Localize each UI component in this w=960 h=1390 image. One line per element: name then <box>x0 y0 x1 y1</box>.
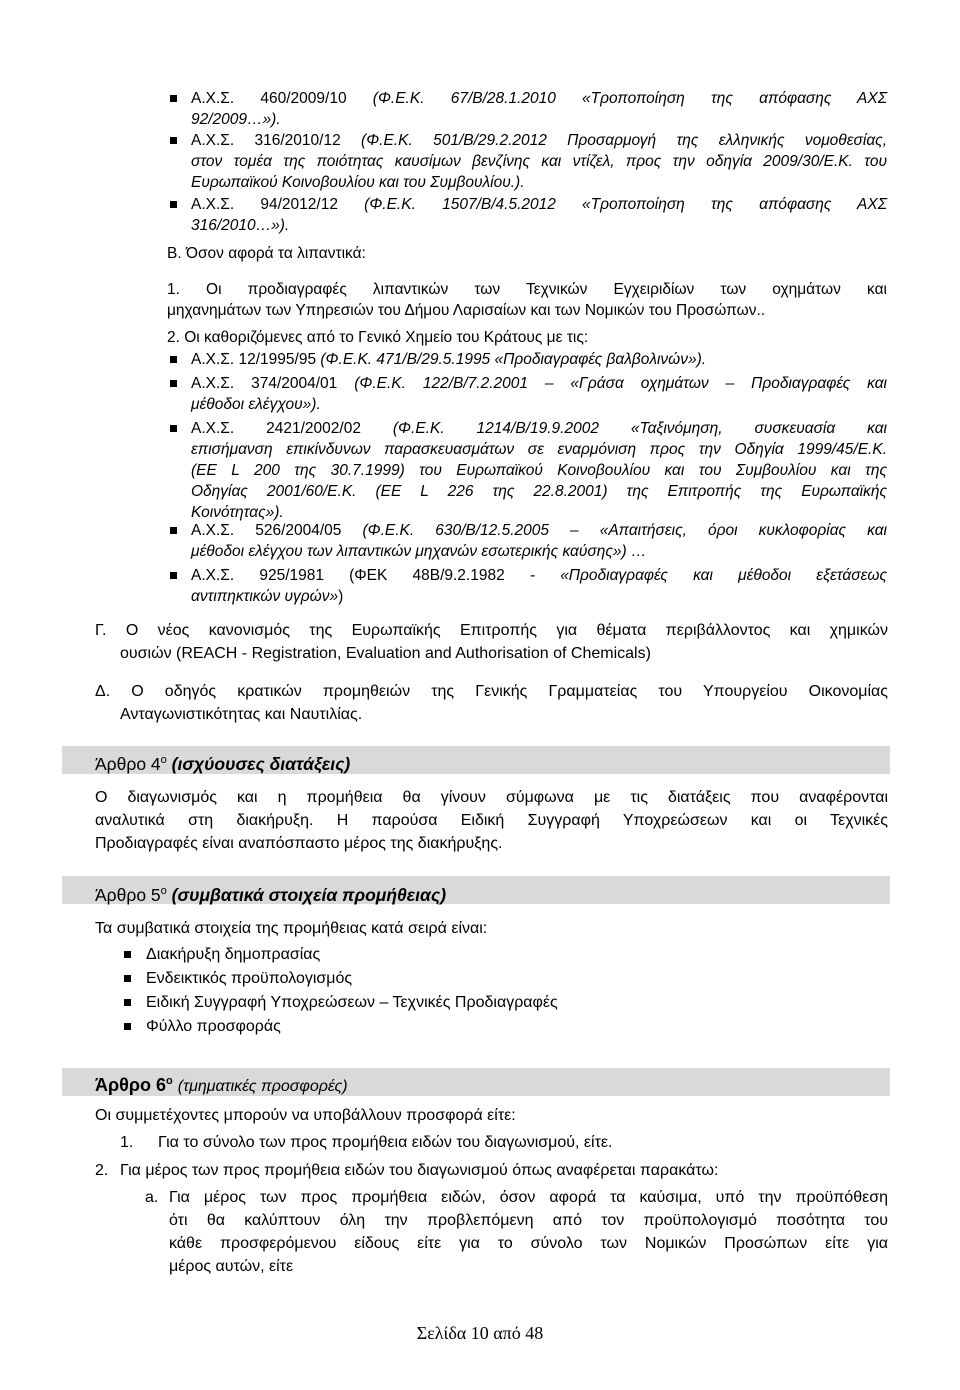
law-text-segment: Α.Χ.Σ. 374/2004/01 <box>191 375 355 392</box>
article-6-number: Άρθρο 6 <box>95 1075 167 1095</box>
article-6-heading <box>95 1069 348 1099</box>
article-5-list-item: Φύλλο προσφοράς <box>146 1018 281 1035</box>
law-text-segment: Α.Χ.Σ. 316/2010/12 <box>191 132 362 149</box>
laws_lub-item-3-line-0 <box>191 520 887 541</box>
laws_lub-item-2-line-0 <box>191 418 887 439</box>
bullet-square-icon <box>124 1023 131 1030</box>
law-text-segment: Α.Χ.Σ. 925/1981 (ΦΕΚ 48Β/9.2.1982 <box>191 567 530 584</box>
laws_lub-item-1-line-1 <box>191 394 321 415</box>
article-6-sub-a-line3: κάθε προσφερόμενου είδους είτε για το σύνολο των Νομικών Προσώπων είτε για <box>169 1235 888 1252</box>
bullet-square-icon <box>170 527 177 534</box>
law-text-segment: Ευρωπαϊκού Κοινοβουλίου και του Συμβουλίου.). <box>191 174 525 191</box>
law-text-segment: Α.Χ.Σ. 526/2004/05 <box>191 522 363 539</box>
article-4-body-line2: αναλυτικά στη διακήρυξη. Η παρούσα Ειδική Συγγραφή Υποχρεώσεων και οι Τεχνικές <box>95 812 888 829</box>
section-delta-line1: Δ. Ο οδηγός κρατικών προμηθειών της Γενικής Γραμματείας του Υπουργείου Οικονομίας <box>95 683 888 700</box>
article-5-title: (συμβατικά στοιχεία προμήθειας) <box>171 884 447 905</box>
section-b-item1-line1: 1. Οι προδιαγραφές λιπαντικών των Τεχνικών Εγχειριδίων των οχημάτων και <box>167 281 887 298</box>
law-text-segment: μέθοδοι ελέγχου»). <box>191 396 321 413</box>
bullet-square-icon <box>170 137 177 144</box>
law-text-segment: 316/2010…»). <box>191 217 290 234</box>
law-text-segment: (Φ.Ε.Κ. 67/Β/28.1.2010 «Τροποποίηση της απόφασης ΑΧΣ <box>372 90 887 107</box>
article-6-item1: Για το σύνολο των προς προμήθεια ειδών του διαγωνισμού, είτε. <box>158 1134 613 1151</box>
bullet-square-icon <box>170 380 177 387</box>
bullet-square-icon <box>124 975 131 982</box>
bullet-square-icon <box>170 95 177 102</box>
article-6-item1-number: 1. <box>120 1134 134 1151</box>
bullet-square-icon <box>170 425 177 432</box>
law-text-segment: Α.Χ.Σ. 460/2009/10 <box>191 90 373 107</box>
law-text-segment: Α.Χ.Σ. 94/2012/12 <box>191 196 365 213</box>
article-6-sub-a-line4: μέρος αυτών, είτε <box>169 1258 294 1275</box>
laws_top-item-2-line-1 <box>191 215 289 236</box>
law-text-segment: Οδηγίας 2001/60/Ε.Κ. (ΕΕ L 226 της 22.8.2001) της Επιτροπής της Ευρωπαϊκής <box>191 483 887 500</box>
law-text-segment: ) <box>338 588 344 605</box>
article-6-item2: Για μέρος των προς προμήθεια ειδών του διαγωνισμού όπως αναφέρεται παρακάτω: <box>120 1162 719 1179</box>
laws_lub-item-4-line-0 <box>191 565 887 586</box>
article-5-intro: Τα συμβατικά στοιχεία της προμήθειας κατά σειρά είναι: <box>95 920 488 937</box>
article-6-sub-a-line2: ότι θα καλύπτουν όλη την προβλεπόμενη από τον προϋπολογισμό ποσότητα του <box>169 1212 888 1229</box>
law-text-segment: (Φ.Ε.Κ. 122/Β/7.2.2001 – «Γράσα οχημάτων – Προδιαγραφές και <box>354 375 887 392</box>
article-5-list-item: Ενδεικτικός προϋπολογισμός <box>146 970 353 987</box>
law-text-segment: (ΕΕ L 200 της 30.7.1999) του Ευρωπαϊκού Κοινοβουλίου και του Συμβουλίου και της <box>191 462 887 479</box>
laws_top-item-0-line-0 <box>191 88 887 109</box>
laws_lub-item-3-line-1 <box>191 541 646 562</box>
section-gamma-line2: ουσιών (REACH - Registration, Evaluation and Authorisation of Chemicals) <box>120 645 651 662</box>
section-b-heading: Β. Όσον αφορά τα λιπαντικά: <box>167 245 366 262</box>
bullet-square-icon <box>170 572 177 579</box>
article-4-body-line3: Προδιαγραφές είναι αναπόσπαστο μέρος της διακήρυξης. <box>95 835 503 852</box>
laws_lub-item-2-line-1 <box>191 439 887 460</box>
article-6-ordinal: ο <box>166 1075 173 1087</box>
article-5-list-item: Διακήρυξη δημοπρασίας <box>146 946 321 963</box>
article-4-ordinal: ο <box>160 754 167 766</box>
article-6-sub-a-number: a. <box>145 1189 159 1206</box>
law-text-segment: 92/2009…»). <box>191 111 281 128</box>
law-text-segment: στον τομέα της ποιότητας καυσίμων βενζίνης και ντίζελ, προς την οδηγία 2009/30/Ε.Κ. του <box>191 153 887 170</box>
laws_top-item-2-line-0 <box>191 194 887 215</box>
law-text-segment: (Φ.Ε.Κ. 630/Β/12.5.2005 – «Απαιτήσεις, όροι κυκλοφορίας και <box>362 522 887 539</box>
law-text-segment: (Φ.Ε.Κ. 471/Β/29.5.1995 «Προδιαγραφές βαλβολινών»). <box>320 351 707 368</box>
law-text-segment: Α.Χ.Σ. 2421/2002/02 <box>191 420 393 437</box>
law-text-segment: αντιπηκτικών υγρών» <box>191 588 339 605</box>
laws_lub-item-2-line-3 <box>191 481 887 502</box>
article-4-title: (ισχύουσες διατάξεις) <box>171 753 351 774</box>
laws_top-item-1-line-1 <box>191 151 887 172</box>
law-text-segment: μέθοδοι ελέγχου των λιπαντικών μηχανών εσωτερικής καύσης») … <box>191 543 647 560</box>
bullet-square-icon <box>170 201 177 208</box>
law-text-segment: (Φ.Ε.Κ. 1214/Β/19.9.2002 «Ταξινόμηση, συσκευασία και <box>392 420 888 437</box>
laws_lub-item-1-line-0 <box>191 373 887 394</box>
law-text-segment: (Φ.Ε.Κ. 501/Β/29.2.2012 Προσαρμογή της ελληνικής νομοθεσίας, <box>361 132 887 149</box>
section-b-item2: 2. Οι καθοριζόμενες από το Γενικό Χημείο του Κράτους με τις: <box>167 329 589 346</box>
laws_top-item-1-line-0 <box>191 130 887 151</box>
article-6-title: (τμηματικές προσφορές) <box>177 1078 348 1095</box>
law-text-segment: (Φ.Ε.Κ. 1507/Β/4.5.2012 «Τροποποίηση της απόφασης ΑΧΣ <box>364 196 887 213</box>
law-text-segment: Κοινότητας»). <box>191 504 284 521</box>
article-4-body-line1: Ο διαγωνισμός και η προμήθεια θα γίνουν σύμφωνα με τις διατάξεις που αναφέρονται <box>95 789 888 806</box>
laws_top-item-0-line-1 <box>191 109 281 130</box>
law-text-segment: Α.Χ.Σ. 12/1995/95 <box>191 351 321 368</box>
article-6-sub-a-line1: Για μέρος των προς προμήθεια ειδών, όσον αφορά τα καύσιμα, υπό την προϋπόθεση <box>169 1189 888 1206</box>
article-6-item2-number: 2. <box>95 1162 109 1179</box>
article-5-ordinal: ο <box>160 885 167 897</box>
section-delta-line2: Ανταγωνιστικότητας και Ναυτιλίας. <box>120 706 363 723</box>
law-text-segment: - «Προδιαγραφές και μέθοδοι εξετάσεως <box>529 567 887 584</box>
page-number-footer: Σελίδα 10 από 48 <box>416 1323 544 1343</box>
article-5-number: Άρθρο 5 <box>95 884 161 905</box>
laws_lub-item-4-line-1 <box>191 586 343 607</box>
laws_top-item-1-line-2 <box>191 172 525 193</box>
article-5-heading <box>95 879 446 907</box>
article-5-list-item: Ειδική Συγγραφή Υποχρεώσεων – Τεχνικές Προδιαγραφές <box>146 994 558 1011</box>
bullet-square-icon <box>124 999 131 1006</box>
laws_lub-item-0-line-0 <box>191 349 706 370</box>
article-6-intro: Οι συμμετέχοντες μπορούν να υποβάλλουν προσφορά είτε: <box>95 1107 516 1124</box>
bullet-square-icon <box>124 951 131 958</box>
section-gamma-line1: Γ. Ο νέος κανονισμός της Ευρωπαϊκής Επιτροπής για θέματα περιβάλλοντος και χημικών <box>95 622 888 639</box>
article-4-heading <box>95 748 350 776</box>
laws_lub-item-2-line-2 <box>191 460 887 481</box>
law-text-segment: επισήμανση επικίνδυνων παρασκευασμάτων σε εναρμόνιση προς την Οδηγία 1999/45/Ε.Κ. <box>191 441 887 458</box>
article-4-number: Άρθρο 4 <box>95 753 161 774</box>
bullet-square-icon <box>170 356 177 363</box>
section-b-item1-line2: μηχανημάτων των Υπηρεσιών του Δήμου Λαρισαίων και των Νομικών του Προσώπων.. <box>167 302 766 319</box>
